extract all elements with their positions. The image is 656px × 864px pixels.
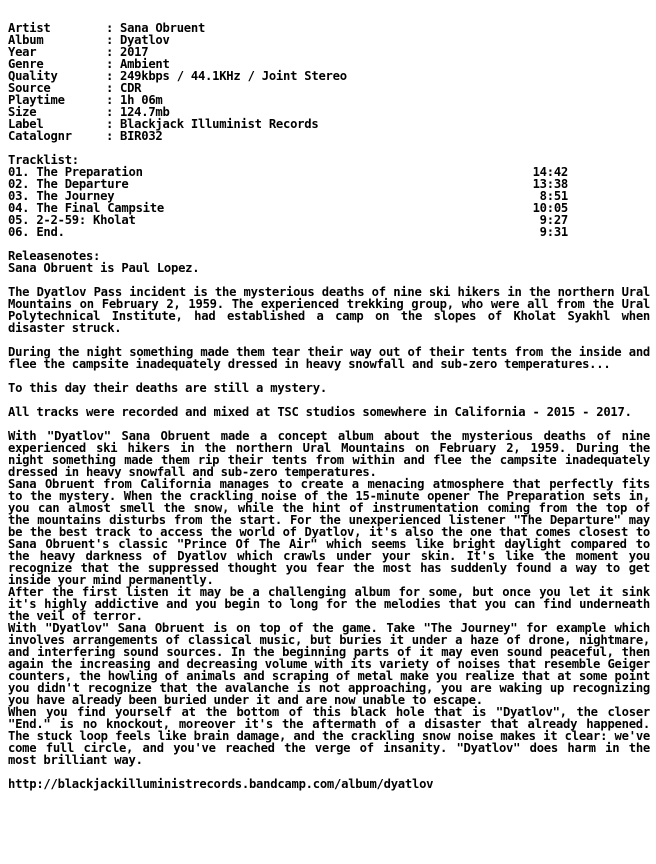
- metadata-key: Year: [8, 45, 37, 59]
- track-row: [8, 214, 568, 226]
- track-title: 06. End.: [8, 225, 65, 239]
- metadata-value: 124.7mb: [120, 105, 170, 119]
- metadata-value: 249kbps / 44.1KHz / Joint Stereo: [120, 69, 347, 83]
- track-row: [8, 226, 568, 238]
- metadata-value: 1h 06m: [120, 93, 163, 107]
- metadata-value: 2017: [120, 45, 149, 59]
- metadata-key: Artist: [8, 21, 51, 35]
- metadata-separator: :: [106, 105, 114, 119]
- metadata-key: Genre: [8, 57, 44, 71]
- metadata-value: Dyatlov: [120, 33, 170, 47]
- metadata-value: Blackjack Illuminist Records: [120, 117, 319, 131]
- tracklist: [8, 154, 656, 238]
- metadata-value: BIR032: [120, 129, 163, 143]
- track-time: 9:27: [539, 213, 568, 227]
- releasenotes-intro: Sana Obruent is Paul Lopez.: [8, 261, 200, 275]
- bandcamp-url: http://blackjackilluministrecords.bandcamp.com/album/dyatlov: [8, 777, 434, 791]
- metadata-value: Ambient: [120, 57, 170, 71]
- track-title: 04. The Final Campsite: [8, 201, 164, 215]
- metadata-separator: :: [106, 93, 114, 107]
- review-paragraph: With "Dyatlov" Sana Obruent made a concept album about the mysterious deaths of nine experienced ski hikers in the northern Ural Mountains on February 2, 1959. During the night something made them rip their tents from within and flee the campsite inadequately dressed in heavy snowfall and sub-zero temperatures.: [8, 429, 650, 479]
- review-paragraph: When you find yourself at the bottom of this black hole that is "Dyatlov", the closer "End." is no knockout, moreover it's the aftermath of a disaster that already happened. The stuck loop feels like brain damage, and the crackling snow noise makes it clear: we've come full circle, and you've reached the verge of insanity. "Dyatlov" does harm in the most brilliant way.: [8, 705, 650, 767]
- track-title: 02. The Departure: [8, 177, 129, 191]
- metadata-key: Source: [8, 81, 51, 95]
- track-time: 13:38: [532, 177, 568, 191]
- metadata-separator: :: [106, 21, 114, 35]
- paragraph-mystery: To this day their deaths are still a mystery.: [8, 381, 327, 395]
- metadata-value: Sana Obruent: [120, 21, 206, 35]
- review-paragraph: Sana Obruent from California manages to create a menacing atmosphere that perfectly fits to the mystery. When the crackling noise of the 15-minute opener The Preparation sets in, you can almost smell the snow, while the hint of instrumentation coming from the top of the mountains disturbs from the start. For the unexperienced listener "The Departure" may be the best track to access the world of Dyatlov, it's also the one that comes closest to Sana Obruent's classic "Prince Of The Air" which seems like bright daylight compared to the heavy darkness of Dyatlov which crawls under your skin. It's like the moment you recognize that the suppressed thought you fear the most has suddenly found a way to get inside your mind permanently.: [8, 477, 650, 587]
- metadata-key: Label: [8, 117, 44, 131]
- paragraph-night: During the night something made them tear their way out of their tents from the inside and flee the campsite inadequately dressed in heavy snowfall and sub-zero temperatures...: [8, 345, 650, 371]
- metadata-separator: :: [106, 129, 114, 143]
- releasenotes-heading: Releasenotes:: [8, 249, 101, 263]
- metadata-key: Album: [8, 33, 44, 47]
- metadata-separator: :: [106, 81, 114, 95]
- metadata-separator: :: [106, 45, 114, 59]
- metadata-separator: :: [106, 57, 114, 71]
- review-paragraph: With "Dyatlov" Sana Obruent is on top of the game. Take "The Journey" for example which involves arrangements of classical music, but buries it under a haze of drone, nightmare, and interfering sound sources. In the beginning parts of it may even sound peaceful, then again the increasing and decreasing volume with its variety of noises that resemble Geiger counters, the howling of animals and scraping of metal make you realize that at some point you didn't recognize that the avalanche is not approaching, you are waking up recognizing you have already been buried under it and are now unable to escape.: [8, 621, 650, 707]
- track-time: 14:42: [532, 165, 568, 179]
- metadata-separator: :: [106, 117, 114, 131]
- metadata-key: Quality: [8, 69, 58, 83]
- tracklist-heading: Tracklist:: [8, 153, 79, 167]
- track-title: 03. The Journey: [8, 189, 115, 203]
- track-title: 01. The Preparation: [8, 165, 143, 179]
- metadata-row-catalognr: [8, 130, 656, 142]
- releasenotes: [8, 250, 656, 790]
- spacer: [8, 142, 656, 154]
- track-time: 10:05: [532, 201, 568, 215]
- metadata-key: Playtime: [8, 93, 65, 107]
- metadata-key: Catalognr: [8, 129, 72, 143]
- metadata-separator: :: [106, 69, 114, 83]
- track-time: 9:31: [539, 225, 568, 239]
- paragraph-incident: The Dyatlov Pass incident is the mysterious deaths of nine ski hikers in the northern Ural Mountains on February 2, 1959. The experienced trekking group, who were all from the Ural Polytechnical Institute, had established a camp on the slopes of Kholat Syakhl when disaster struck.: [8, 285, 650, 335]
- metadata-separator: :: [106, 33, 114, 47]
- metadata-value: CDR: [120, 81, 142, 95]
- track-time: 8:51: [539, 189, 568, 203]
- paragraph-recording: All tracks were recorded and mixed at TSC studios somewhere in California - 2015 - 2017.: [8, 405, 632, 419]
- review-paragraph: After the first listen it may be a challenging album for some, but once you let it sink it's highly addictive and you begin to long for the melodies that you can find underneath the veil of terror.: [8, 585, 650, 623]
- metadata-block: [8, 22, 656, 142]
- spacer: [8, 238, 656, 250]
- metadata-key: Size: [8, 105, 37, 119]
- track-title: 05. 2-2-59: Kholat: [8, 213, 136, 227]
